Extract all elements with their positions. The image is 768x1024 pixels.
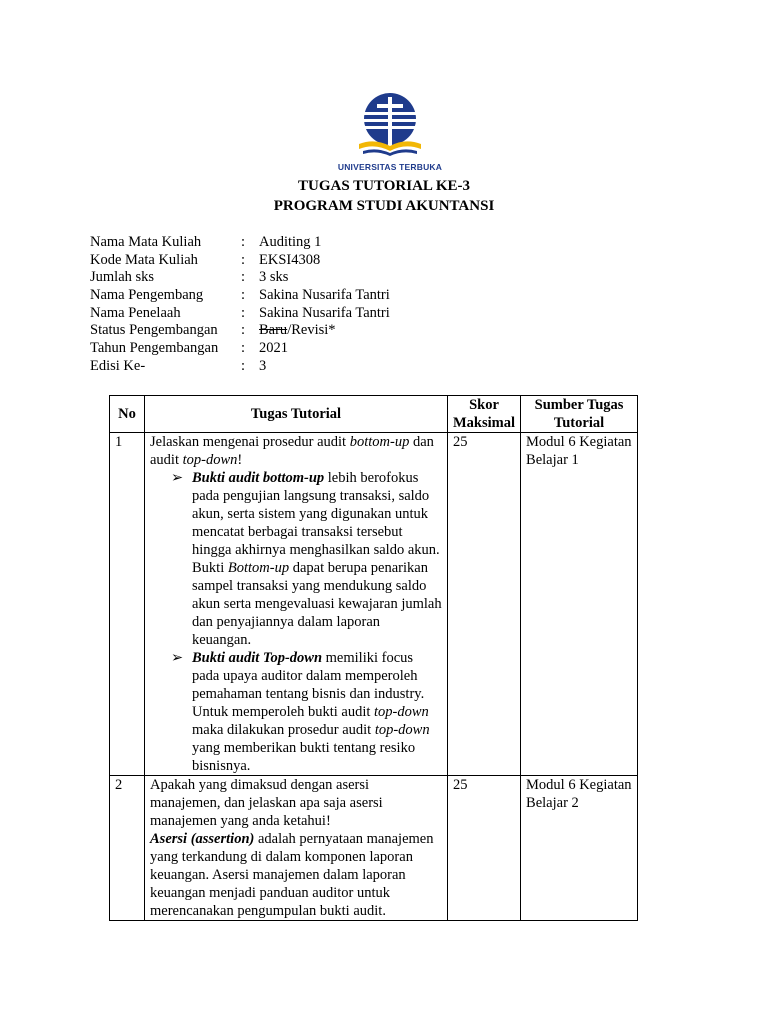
- header-sumber: [521, 396, 638, 433]
- bullet-italic: top-down: [374, 722, 430, 738]
- info-label: Nama Pengembang: [90, 287, 204, 304]
- arrow-bullet-icon: ➢: [171, 650, 184, 666]
- bullet-bottom-up: [150, 469, 442, 649]
- bullet-text: memiliki focus pada upaya auditor dalam memperoleh pemahaman tentang bisnis dan industry. Untuk memperoleh bukti audit: [192, 650, 425, 720]
- info-row-mata-kuliah: [90, 234, 390, 252]
- header-sumber-1: Sumber Tugas: [534, 397, 624, 413]
- q-text: !: [237, 452, 243, 468]
- info-colon: :: [241, 234, 246, 250]
- row-no: 1: [110, 433, 145, 776]
- logo-text: UNIVERSITAS TERBUKA: [337, 162, 443, 172]
- info-value: 3 sks: [259, 269, 289, 286]
- info-value: EKSI4308: [259, 251, 321, 268]
- info-label: Nama Mata Kuliah: [90, 234, 202, 250]
- row-task: [145, 433, 448, 776]
- q-text: Jelaskan mengenai prosedur audit: [150, 434, 350, 450]
- info-value: Auditing 1: [259, 234, 322, 250]
- info-label: Nama Penelaah: [90, 304, 181, 321]
- header-no: No: [110, 396, 145, 433]
- answer-title: Asersi (assertion): [150, 831, 255, 847]
- info-label: Edisi Ke-: [90, 357, 146, 374]
- header-skor: [448, 396, 521, 433]
- bullet-text: maka dilakukan prosedur audit: [192, 722, 375, 738]
- row-score: 25: [448, 433, 521, 776]
- info-label: Tahun Pengembangan: [90, 340, 219, 357]
- info-value: [259, 322, 336, 340]
- question-2: Apakah yang dimaksud dengan asersi manajemen, dan jelaskan apa saja asersi manajemen yang anda ketahui!: [150, 777, 383, 829]
- header-skor-1: Skor: [469, 397, 499, 413]
- bullet-title: Bukti audit Top-down: [192, 650, 323, 666]
- info-row-edisi: [90, 358, 390, 376]
- info-row-status: [90, 322, 390, 340]
- row-task: [145, 776, 448, 921]
- header-tugas: Tugas Tutorial: [145, 396, 448, 433]
- info-value: 2021: [259, 340, 288, 357]
- table-row: [110, 433, 638, 776]
- bullet-top-down: [150, 649, 442, 775]
- tutorial-table: [109, 395, 638, 921]
- info-colon: :: [241, 287, 246, 304]
- title-line-2: PROGRAM STUDI AKUNTANSI: [273, 198, 495, 214]
- info-row-sks: [90, 269, 390, 287]
- info-row-pengembang: [90, 287, 390, 305]
- info-colon: :: [241, 269, 246, 286]
- bullet-italic: Bottom-up: [227, 560, 290, 576]
- status-struck: Baru: [259, 322, 288, 339]
- q-italic: top-down: [182, 452, 238, 468]
- answer-2: [150, 830, 442, 920]
- info-value: 3: [259, 357, 267, 374]
- bullet-text: dapat berupa penarikan sampel transaksi yang mendukung saldo akun serta mengevaluasi kewajaran jumlah dan penyajiannya dalam laporan keuangan.: [192, 560, 442, 648]
- course-info: [90, 234, 390, 376]
- row-score: 25: [448, 776, 521, 921]
- info-label: Kode Mata Kuliah: [90, 251, 198, 268]
- header-sumber-2: Tutorial: [553, 415, 605, 431]
- university-logo-icon: [355, 92, 425, 158]
- row-no: 2: [110, 776, 145, 921]
- row-source: Modul 6 Kegiatan Belajar 2: [521, 776, 638, 921]
- info-colon: :: [241, 322, 246, 339]
- info-colon: :: [241, 357, 246, 374]
- info-value: Sakina Nusarifa Tantri: [259, 304, 390, 321]
- bullet-text: lebih berofokus pada pengujian langsung transaksi, saldo akun, serta sistem yang digunakan untuk mencatat berbagai transaksi tersebut hingga akhirnya menghasilkan saldo akun. Bukti: [192, 470, 440, 576]
- row-source: Modul 6 Kegiatan Belajar 1: [521, 433, 638, 776]
- q-text: dan: [409, 434, 434, 450]
- info-row-penelaah: [90, 305, 390, 323]
- q-text: audit: [150, 452, 183, 468]
- info-value: Sakina Nusarifa Tantri: [259, 287, 390, 304]
- q-italic: bottom-up: [349, 434, 410, 450]
- table-row: [110, 776, 638, 921]
- table-header-row: [110, 396, 638, 433]
- info-colon: :: [241, 251, 246, 268]
- info-label: Status Pengembangan: [90, 322, 218, 339]
- header-skor-2: Maksimal: [453, 415, 516, 431]
- info-colon: :: [241, 304, 246, 321]
- bullet-italic: top-down: [374, 704, 429, 720]
- info-row-tahun: [90, 340, 390, 358]
- arrow-bullet-icon: ➢: [171, 470, 184, 486]
- bullet-title: Bukti audit bottom-up: [192, 470, 325, 486]
- info-colon: :: [241, 340, 246, 357]
- info-row-kode: [90, 252, 390, 270]
- answer-text: adalah pernyataan manajemen yang terkandung di dalam komponen laporan keuangan. Asersi manajemen dalam laporan keuangan menjadi panduan auditor untuk merencanakan pengumpulan bukti audit.: [150, 831, 434, 919]
- bullet-text: yang memberikan bukti tentang resiko bisnisnya.: [192, 740, 416, 774]
- info-label: Jumlah sks: [90, 269, 155, 286]
- status-rest: /Revisi*: [287, 322, 336, 339]
- question-1: [150, 433, 442, 469]
- title-line-1: TUGAS TUTORIAL KE-3: [298, 178, 470, 194]
